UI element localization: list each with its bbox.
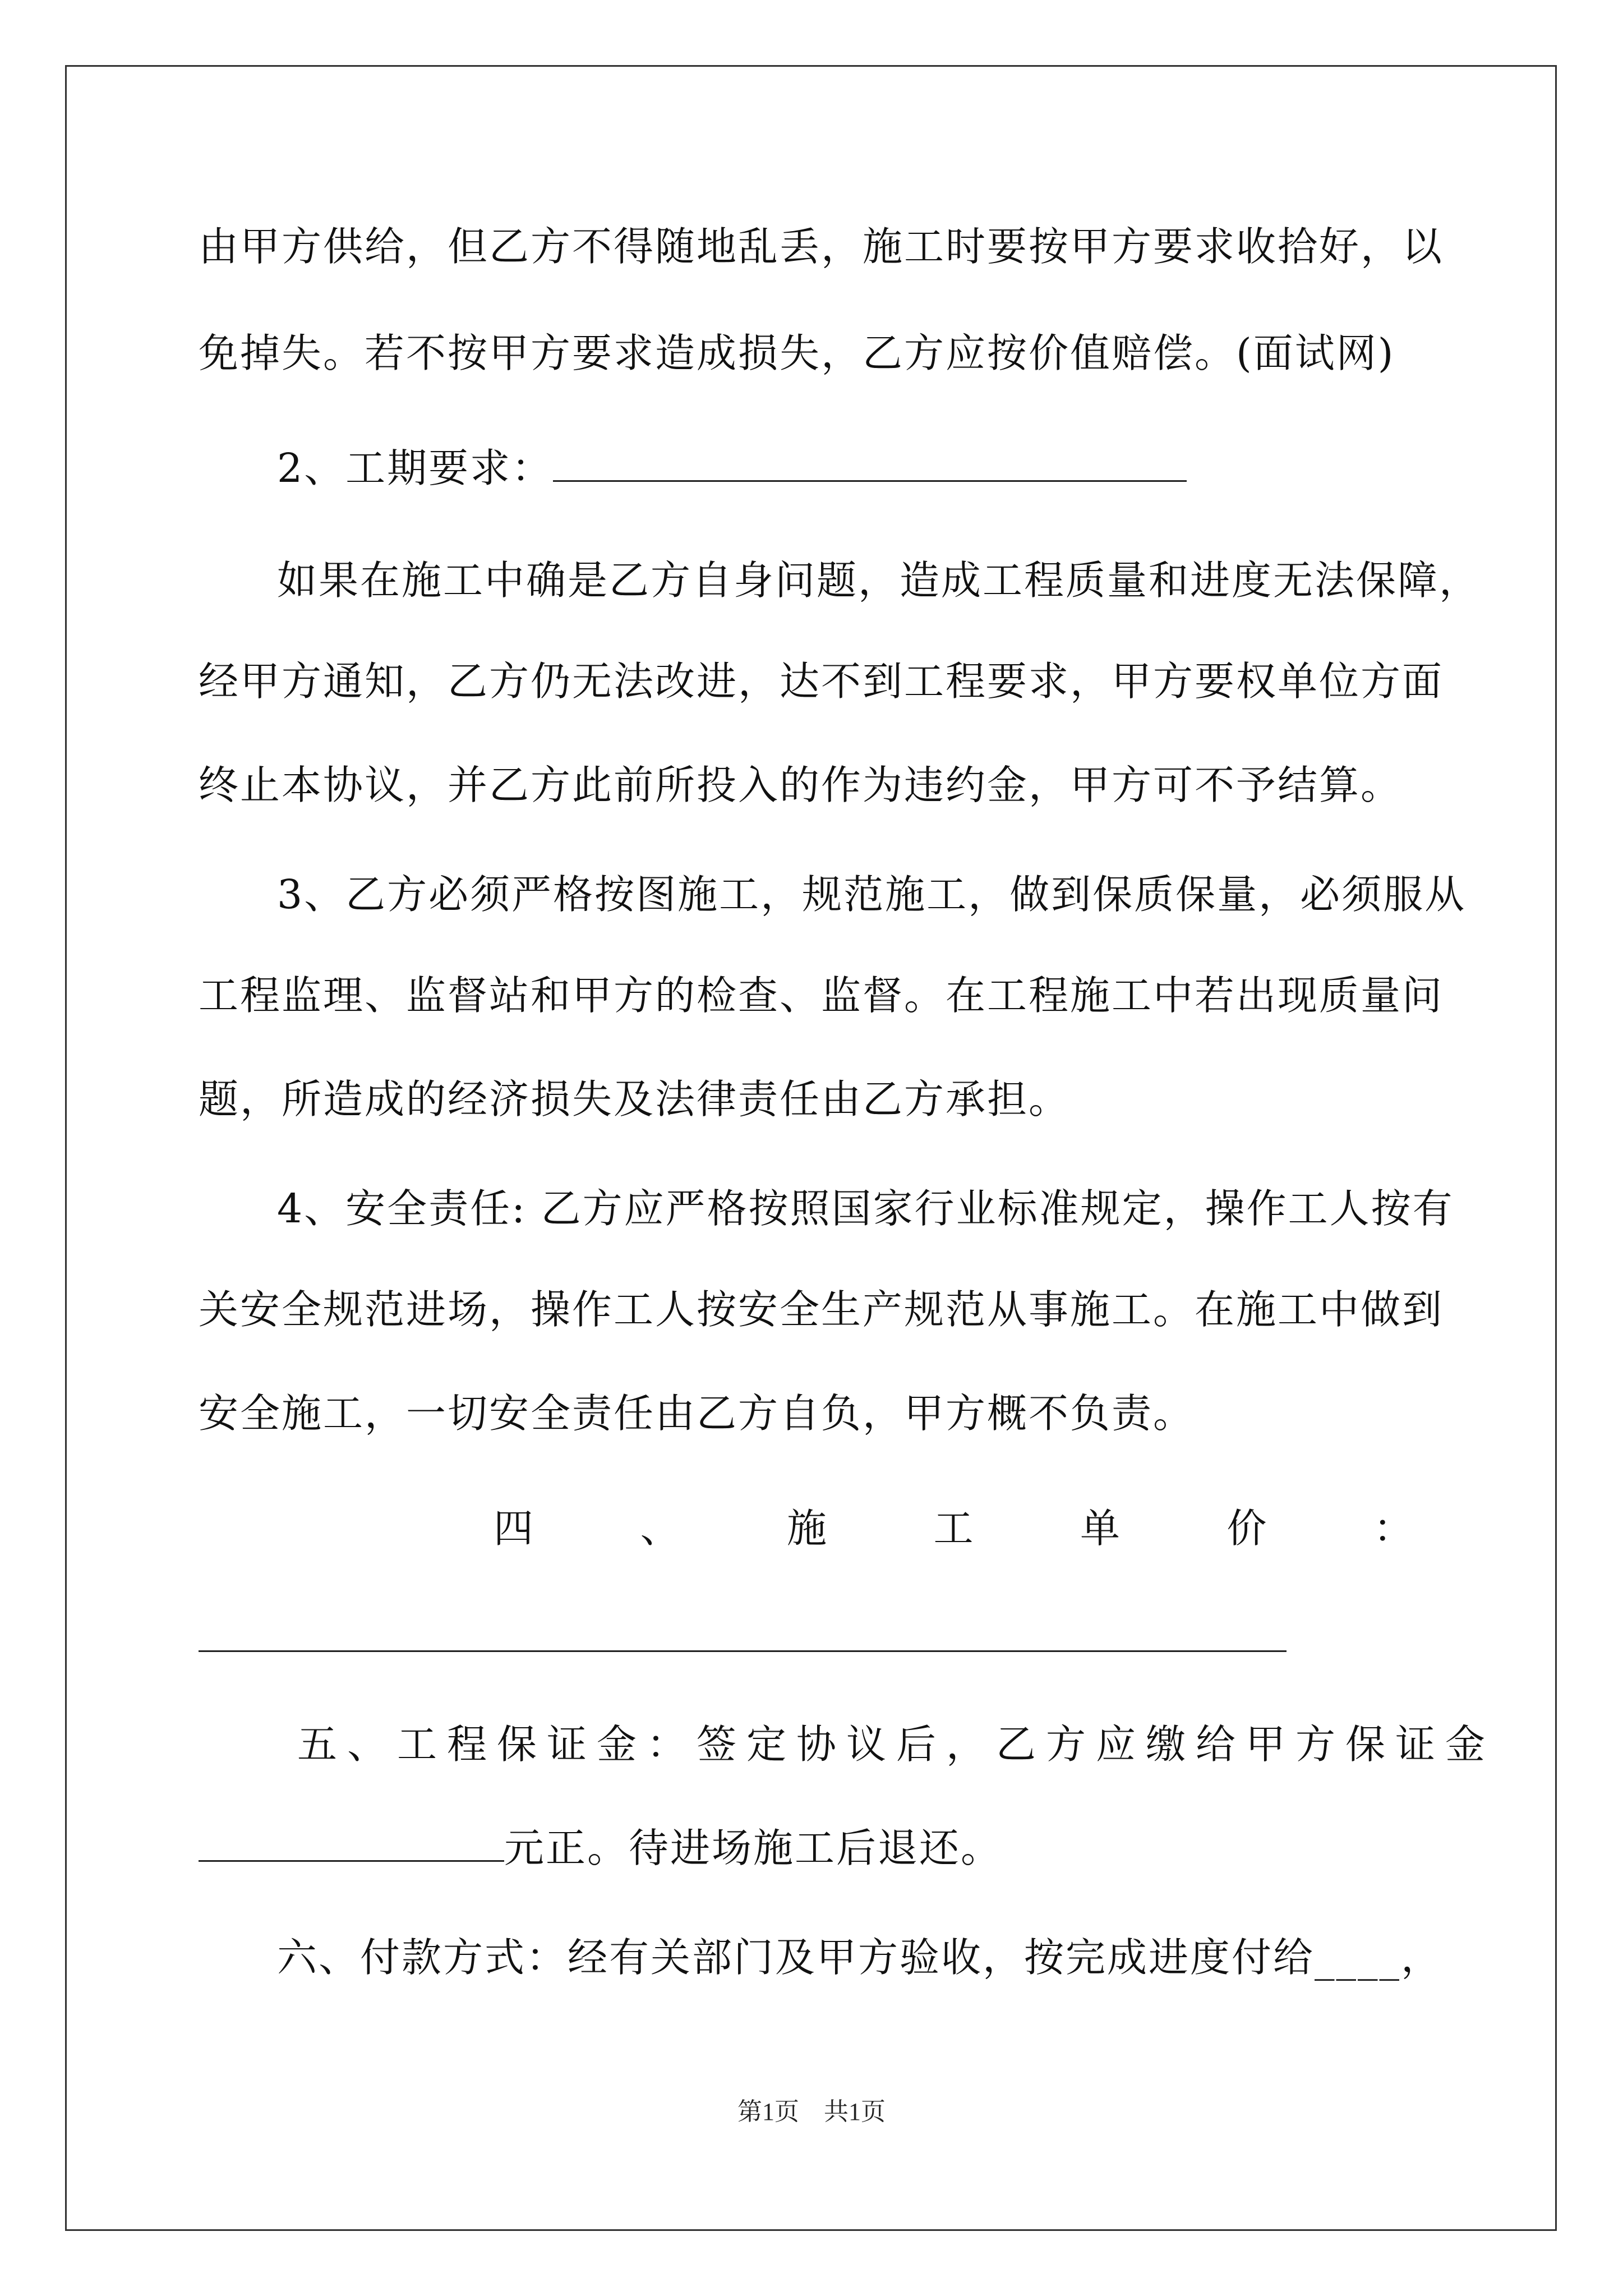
paragraph-line-12: 安全施工，一切安全责任由乙方自负，甲方概不负责。 (199, 1390, 1195, 1437)
paragraph-line-15: 六、付款方式：经有关部门及甲方验收，按完成进度付给____， (277, 1934, 1443, 1981)
schedule-requirement-line (277, 440, 1511, 496)
paragraph-line-7: 3、乙方必须严格按图施工，规范施工，做到保质保量，必须服从 (277, 871, 1467, 918)
deposit-amount-text: 元正。待进场施工后退还。 (504, 1825, 1003, 1871)
paragraph-line-8: 工程监理、监督站和甲方的检查、监督。在工程施工中若出现质量问 (199, 972, 1444, 1019)
paragraph-line-11: 关安全规范进场，操作工人按安全生产规范从事施工。在施工中做到 (199, 1286, 1444, 1333)
paragraph-line-2: 免掉失。若不按甲方要求造成损失，乙方应按价值赔偿。(面试网) (199, 330, 1395, 376)
unit-price-blank (199, 1650, 1287, 1652)
deposit-amount-line (199, 1820, 1432, 1876)
page-number: 第1页 共1页 (737, 2098, 886, 2125)
heading-char: ： (1373, 1505, 1413, 1552)
heading-char: 、 (640, 1505, 680, 1552)
paragraph-line-4: 如果在施工中确是乙方自身问题，造成工程质量和进度无法保障， (277, 557, 1481, 604)
deposit-amount-blank (199, 1824, 504, 1862)
heading-char: 工 (933, 1505, 974, 1552)
heading-char: 四 (494, 1505, 534, 1552)
construction-unit-price-heading (494, 1501, 1413, 1557)
paragraph-line-6: 终止本协议，并乙方此前所投入的作为违约金，甲方可不予结算。 (199, 762, 1403, 808)
page-border (65, 65, 1557, 2231)
paragraph-line-1: 由甲方供给，但乙方不得随地乱丢，施工时要按甲方要求收拾好，以 (199, 223, 1444, 270)
heading-char: 单 (1080, 1505, 1120, 1552)
paragraph-line-9: 题，所造成的经济损失及法律责任由乙方承担。 (199, 1076, 1071, 1122)
paragraph-line-10: 4、安全责任: 乙方应严格按照国家行业标准规定，操作工人按有 (277, 1185, 1454, 1232)
schedule-requirement-blank (553, 444, 1187, 482)
paragraph-line-13: 五、工程保证金：签定协议后，乙方应缴给甲方保证金 (297, 1721, 1496, 1768)
schedule-requirement-label: 2、工期要求： (277, 445, 554, 491)
heading-char: 价 (1227, 1505, 1267, 1552)
heading-char: 施 (786, 1505, 827, 1552)
paragraph-line-5: 经甲方通知，乙方仍无法改进，达不到工程要求，甲方要权单位方面 (199, 658, 1444, 705)
